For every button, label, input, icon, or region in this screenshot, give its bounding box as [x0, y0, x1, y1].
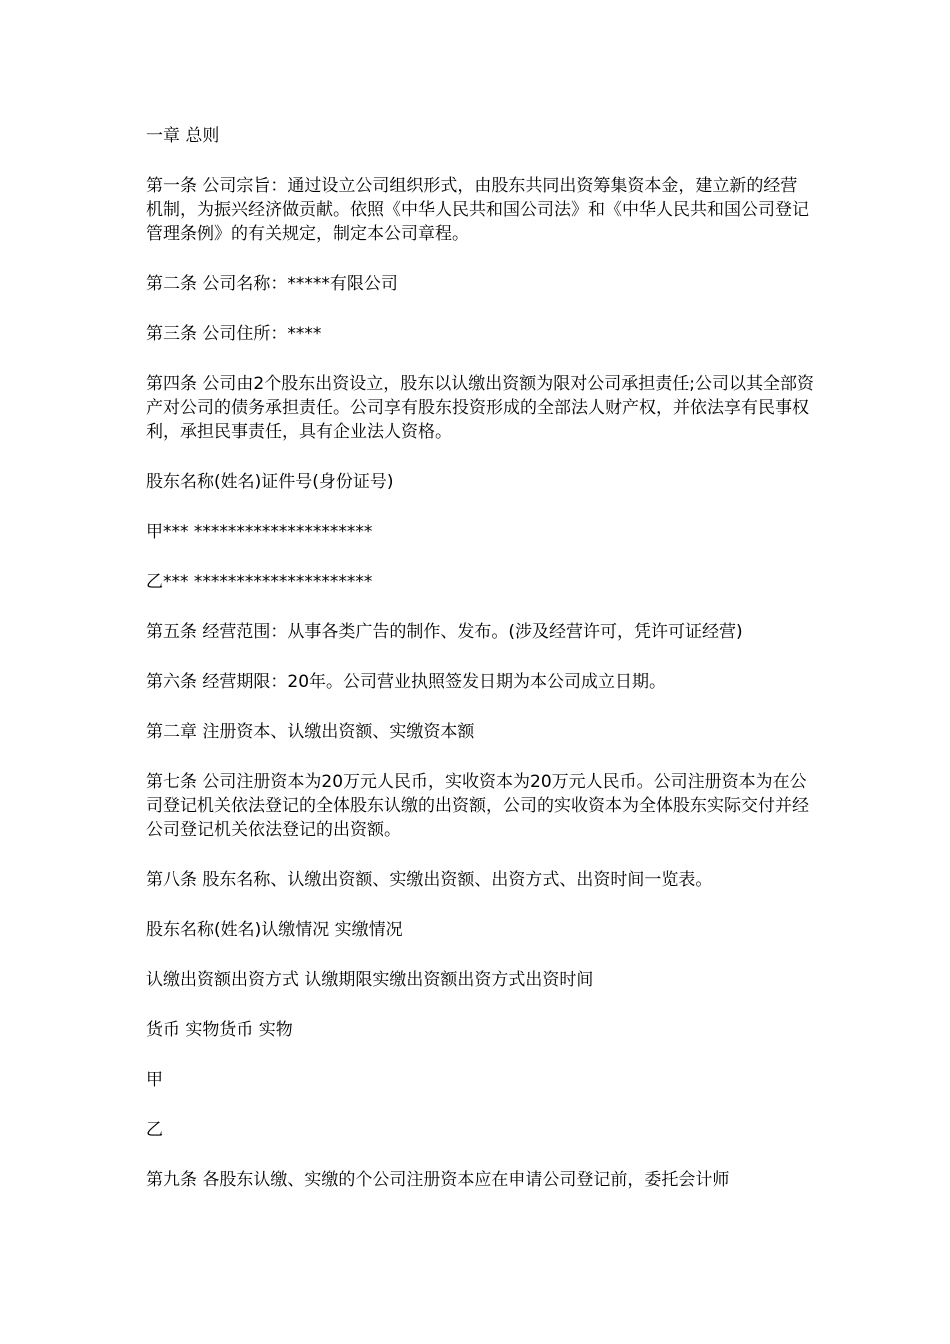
article-9-capital-verification: 第九条 各股东认缴、实缴的个公司注册资本应在申请公司登记前，委托会计师: [146, 1170, 730, 1190]
article-1-purpose: 第一条 公司宗旨：通过设立公司组织形式，由股东共同出资筹集资本金，建立新的经营机制，为振兴经济做贡献。依照《中华人民共和国公司法》和《中华人民共和国公司登记管理条例》的有关规定，制定本公司章程。: [146, 176, 809, 244]
shareholder-row-a: 甲*** *********************: [146, 522, 373, 542]
chapter-heading-2: 第二章 注册资本、认缴出资额、实缴资本额: [146, 722, 475, 742]
contribution-row-b: 乙: [146, 1120, 163, 1140]
contribution-table-header-1: 股东名称(姓名)认缴情况 实缴情况: [146, 920, 403, 940]
article-8-contribution-table-title: 第八条 股东名称、认缴出资额、实缴出资额、出资方式、出资时间一览表。: [146, 870, 713, 890]
article-2-company-name: 第二条 公司名称：*****有限公司: [146, 274, 398, 294]
contribution-table-header-2: 认缴出资额出资方式 认缴期限实缴出资额出资方式出资时间: [146, 970, 594, 990]
shareholder-table-header: 股东名称(姓名)证件号(身份证号): [146, 472, 394, 492]
article-3-company-address: 第三条 公司住所：****: [146, 324, 322, 344]
article-6-business-term: 第六条 经营期限：20年。公司营业执照签发日期为本公司成立日期。: [146, 672, 667, 692]
shareholder-row-b: 乙*** *********************: [146, 572, 373, 592]
contribution-table-header-3: 货币 实物货币 实物: [146, 1020, 293, 1040]
article-7-registered-capital: 第七条 公司注册资本为20万元人民币，实收资本为20万元人民币。公司注册资本为在公司登记机关依法登记的全体股东认缴的出资额，公司的实收资本为全体股东实际交付并经公司登记机关依法登记的出资额。: [146, 772, 809, 840]
chapter-heading-1: 一章 总则: [146, 126, 220, 146]
article-5-business-scope: 第五条 经营范围：从事各类广告的制作、发布。(涉及经营许可，凭许可证经营): [146, 622, 743, 642]
article-4-shareholders: 第四条 公司由2个股东出资设立，股东以认缴出资额为限对公司承担责任;公司以其全部资产对公司的债务承担责任。公司享有股东投资形成的全部法人财产权，并依法享有民事权利，承担民事责任，具有企业法人资格。: [146, 374, 814, 442]
document-body: [146, 124, 814, 1218]
contribution-row-a: 甲: [146, 1070, 163, 1090]
